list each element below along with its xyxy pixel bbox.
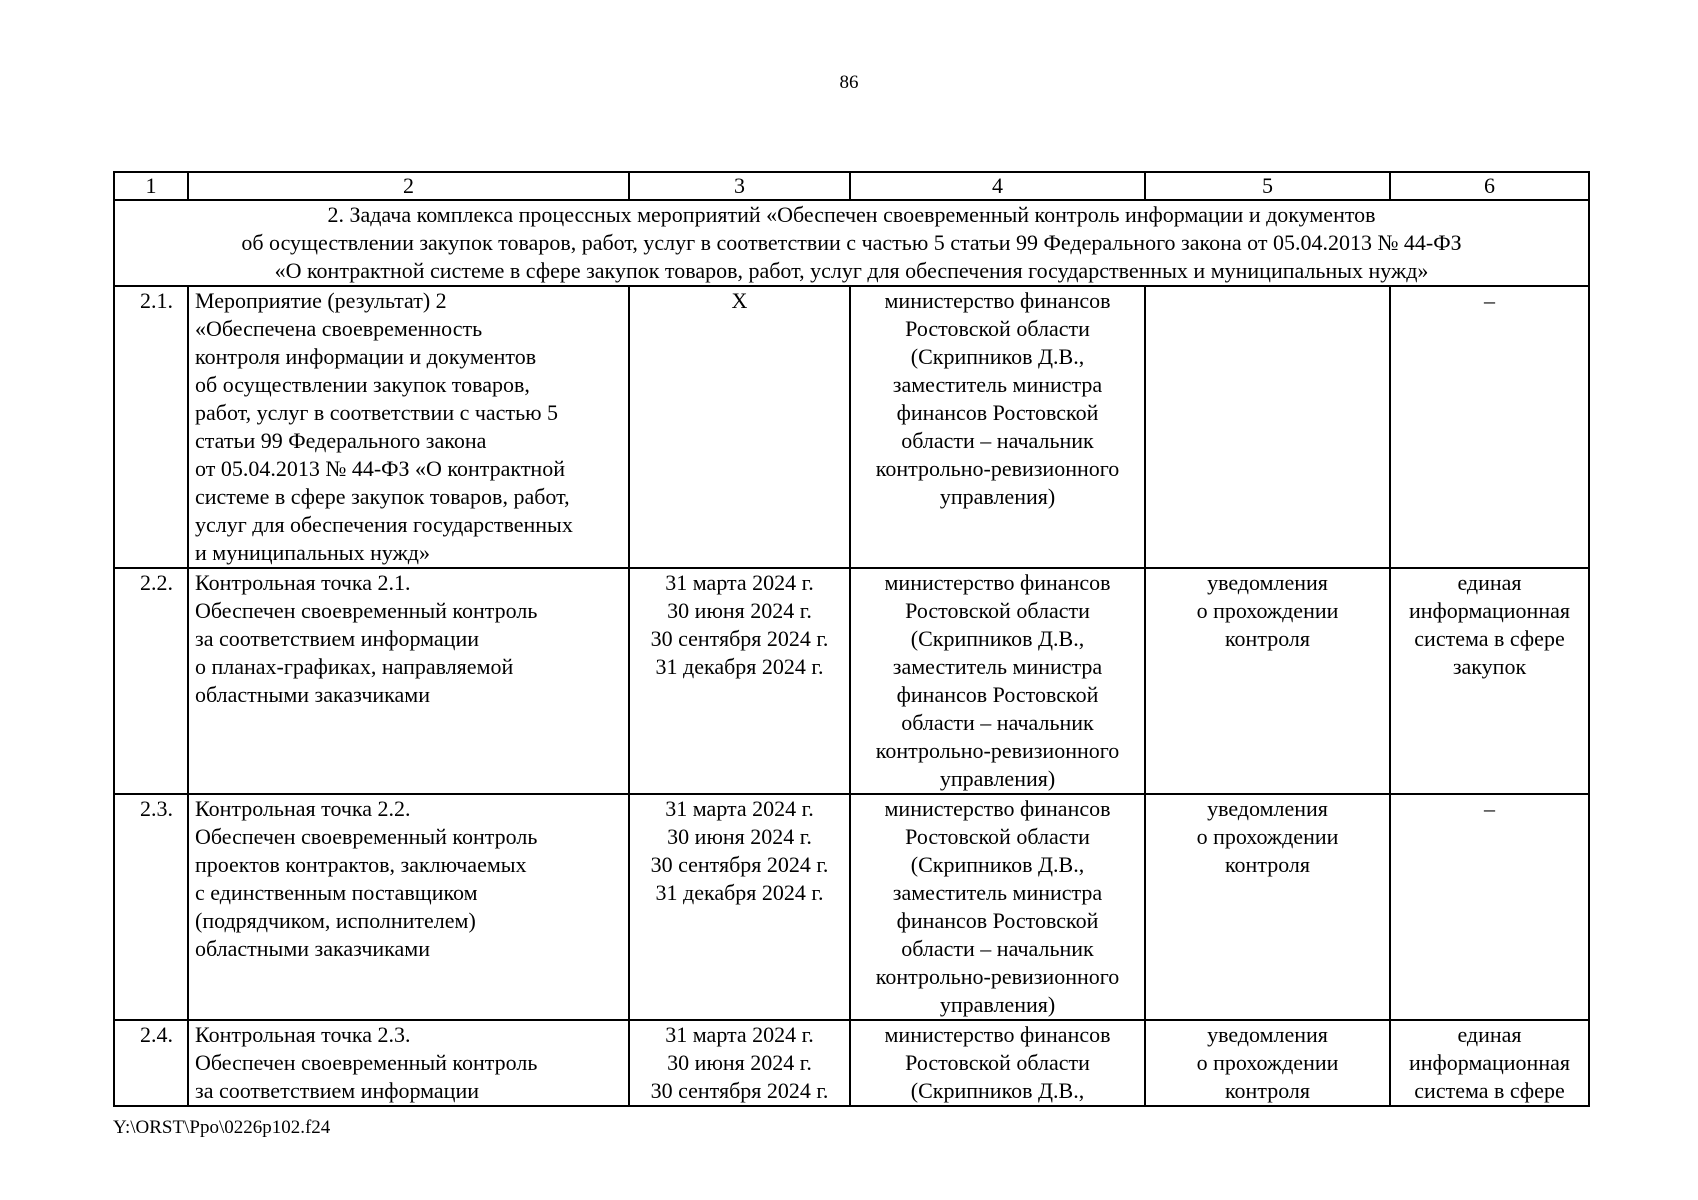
row-responsible: министерство финансов Ростовской области (Скрипников Д.В., заместитель министра финансов Ростовской области – начальник контрольно-ревизионного управления) [850, 286, 1145, 568]
column-number-row [114, 172, 1589, 200]
table-row [114, 568, 1589, 794]
row-number: 2.4. [114, 1020, 188, 1106]
row-number: 2.2. [114, 568, 188, 794]
row-dates: 31 марта 2024 г. 30 июня 2024 г. 30 сентября 2024 г. 31 декабря 2024 г. [629, 568, 850, 794]
row-name: Контрольная точка 2.1. Обеспечен своевременный контроль за соответствием информации о планах-графиках, направляемой областными заказчиками [188, 568, 629, 794]
row-name: Контрольная точка 2.3. Обеспечен своевременный контроль за соответствием информации [188, 1020, 629, 1106]
row-dates: 31 марта 2024 г. 30 июня 2024 г. 30 сентября 2024 г. [629, 1020, 850, 1106]
task-row [114, 200, 1589, 286]
row-number: 2.1. [114, 286, 188, 568]
table-row [114, 286, 1589, 568]
row-number: 2.3. [114, 794, 188, 1020]
row-system: – [1390, 286, 1589, 568]
plan-table [113, 171, 1590, 1107]
file-path: Y:\ORST\Ppo\0226p102.f24 [113, 1117, 331, 1138]
column-number-1: 1 [114, 172, 188, 200]
row-name: Контрольная точка 2.2. Обеспечен своевременный контроль проектов контрактов, заключаемых с единственным поставщиком (подрядчиком, исполнителем) областными заказчиками [188, 794, 629, 1020]
row-system: единая информационная система в сфере закупок [1390, 568, 1589, 794]
table-row [114, 794, 1589, 1020]
column-number-6: 6 [1390, 172, 1589, 200]
row-document [1145, 286, 1390, 568]
row-responsible: министерство финансов Ростовской области (Скрипников Д.В., заместитель министра финансов Ростовской области – начальник контрольно-ревизионного управления) [850, 568, 1145, 794]
row-responsible: министерство финансов Ростовской области (Скрипников Д.В., заместитель министра финансов Ростовской области – начальник контрольно-ревизионного управления) [850, 794, 1145, 1020]
row-document: уведомления о прохождении контроля [1145, 568, 1390, 794]
row-document: уведомления о прохождении контроля [1145, 1020, 1390, 1106]
column-number-5: 5 [1145, 172, 1390, 200]
row-name: Мероприятие (результат) 2 «Обеспечена своевременность контроля информации и документов об осуществлении закупок товаров, работ, услуг в соответствии с частью 5 статьи 99 Федерального закона от 05.04.2013 № 44-ФЗ «О контрактной системе в сфере закупок товаров, работ, услуг для обеспечения государственных и муниципальных нужд» [188, 286, 629, 568]
table-row [114, 1020, 1589, 1106]
row-dates: 31 марта 2024 г. 30 июня 2024 г. 30 сентября 2024 г. 31 декабря 2024 г. [629, 794, 850, 1020]
column-number-2: 2 [188, 172, 629, 200]
column-number-3: 3 [629, 172, 850, 200]
column-number-4: 4 [850, 172, 1145, 200]
task-title: 2. Задача комплекса процессных мероприятий «Обеспечен своевременный контроль информации и документов об осуществлении закупок товаров, работ, услуг в соответствии с частью 5 статьи 99 Федерального закона от 05.04.2013 № 44-ФЗ «О контрактной системе в сфере закупок товаров, работ, услуг для обеспечения государственных и муниципальных нужд» [114, 200, 1589, 286]
row-dates: X [629, 286, 850, 568]
row-system: – [1390, 794, 1589, 1020]
row-responsible: министерство финансов Ростовской области (Скрипников Д.В., [850, 1020, 1145, 1106]
row-system: единая информационная система в сфере [1390, 1020, 1589, 1106]
row-document: уведомления о прохождении контроля [1145, 794, 1390, 1020]
page-number: 86 [839, 72, 859, 93]
